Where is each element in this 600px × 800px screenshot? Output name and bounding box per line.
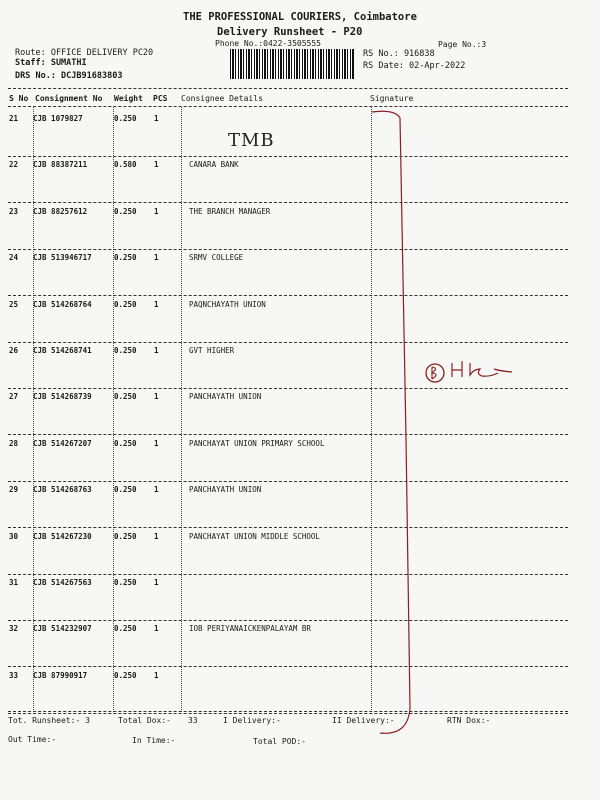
table-row — [0, 114, 600, 160]
cell-consignee: CANARA BANK — [189, 160, 239, 170]
cell-consignee: GVT HIGHER — [189, 346, 235, 355]
cell-pcs: 1 — [154, 531, 159, 541]
footer-divider — [8, 711, 568, 712]
barcode-image — [230, 49, 354, 79]
row-divider — [8, 156, 568, 157]
col-signature: Signature — [370, 94, 414, 103]
cell-weight: 0.250 — [114, 578, 137, 587]
cell-pcs: 1 — [154, 299, 159, 309]
col-weight: Weight — [114, 94, 143, 103]
row-divider — [8, 574, 568, 575]
cell-sno: 21 — [9, 114, 19, 123]
row-divider — [8, 295, 568, 296]
handwritten-signature — [420, 355, 550, 385]
staff-label: Staff: SUMATHI — [15, 58, 87, 68]
cell-consignee: THE BRANCH MANAGER — [189, 206, 271, 216]
table-row — [0, 300, 600, 346]
cell-sno: 33 — [9, 670, 19, 680]
cell-weight: 0.250 — [114, 346, 137, 355]
cell-sno: 27 — [9, 392, 19, 402]
rtn-dox: RTN Dox:- — [447, 716, 491, 725]
ii-delivery: II Delivery:- — [332, 716, 395, 725]
cell-consignment: CJB 88387211 — [33, 160, 88, 170]
cell-consignee: PANCHAYATH UNION — [189, 392, 262, 402]
col-sno: S No — [9, 94, 29, 103]
cell-consignee: PANCHAYAT UNION PRIMARY SCHOOL — [189, 438, 325, 448]
row-divider — [8, 481, 568, 482]
table-row — [0, 392, 600, 438]
rs-date: RS Date: 02-Apr-2022 — [363, 61, 466, 71]
cell-sno: 22 — [9, 160, 19, 170]
cell-consignment: CJB 514232907 — [33, 624, 92, 634]
row-divider — [8, 434, 568, 435]
table-row — [0, 578, 600, 624]
cell-pcs: 1 — [154, 670, 159, 680]
table-row — [0, 439, 600, 485]
col-pcs: PCS — [153, 94, 168, 103]
cell-sno: 30 — [9, 531, 19, 541]
cell-pcs: 1 — [154, 206, 159, 216]
cell-weight: 0.250 — [114, 114, 137, 123]
cell-consignee: PANCHAYATH UNION — [189, 485, 262, 495]
cell-sno: 24 — [9, 253, 19, 263]
cell-pcs: 1 — [154, 578, 159, 587]
cell-weight: 0.580 — [114, 160, 137, 170]
cell-weight: 0.250 — [114, 392, 137, 402]
header-top-divider — [8, 88, 568, 89]
cell-sno: 23 — [9, 206, 19, 216]
company-title: THE PROFESSIONAL COURIERS, Coimbatore — [183, 11, 417, 23]
header-bottom-divider — [8, 106, 568, 107]
cell-consignment: CJB 514267207 — [33, 438, 92, 448]
cell-consignment: CJB 88257612 — [33, 206, 88, 216]
cell-consignment: CJB 87990917 — [33, 670, 88, 680]
cell-consignment: CJB 514267230 — [33, 531, 92, 541]
cell-pcs: 1 — [154, 438, 159, 448]
row-divider — [8, 202, 568, 203]
cell-weight: 0.250 — [114, 299, 137, 309]
col-consignee: Consignee Details — [181, 94, 263, 103]
cell-weight: 0.250 — [114, 485, 137, 495]
cell-consignment: CJB 1079827 — [33, 114, 83, 123]
cell-sno: 25 — [9, 299, 19, 309]
handwritten-tmb: TMB — [228, 130, 275, 151]
cell-sno: 31 — [9, 578, 19, 587]
runsheet-subtitle: Delivery Runsheet - P20 — [217, 26, 363, 38]
row-divider — [8, 666, 568, 667]
cell-consignee: PANCHAYAT UNION MIDDLE SCHOOL — [189, 531, 320, 541]
cell-pcs: 1 — [154, 160, 159, 170]
total-dox-value: 33 — [188, 716, 198, 725]
cell-consignee: SRMV COLLEGE — [189, 253, 244, 263]
total-pod: Total POD:- — [253, 737, 306, 746]
table-row — [0, 532, 600, 578]
table-row — [0, 485, 600, 531]
cell-sno: 26 — [9, 346, 19, 355]
in-time: In Time:- — [132, 736, 176, 745]
cell-pcs: 1 — [154, 253, 159, 263]
cell-pcs: 1 — [154, 624, 159, 634]
cell-pcs: 1 — [154, 346, 159, 355]
drs-number: DRS No.: DCJB91683803 — [15, 71, 123, 81]
table-row — [0, 207, 600, 253]
cell-pcs: 1 — [154, 392, 159, 402]
out-time: Out Time:- — [8, 735, 57, 744]
row-divider — [8, 713, 568, 714]
cell-consignment: CJB 514268764 — [33, 299, 92, 309]
signature-column-line — [370, 108, 420, 743]
table-row — [0, 253, 600, 299]
page-number: Page No.:3 — [438, 40, 487, 49]
cell-weight: 0.250 — [114, 624, 137, 634]
table-row — [0, 671, 600, 717]
tot-runsheet: Tot. Runsheet:- 3 — [8, 716, 90, 725]
cell-consignee: IOB PERIYANAICKENPALAYAM BR — [189, 624, 311, 634]
cell-sno: 29 — [9, 485, 19, 495]
row-divider — [8, 342, 568, 343]
cell-consignment: CJB 514267563 — [33, 578, 92, 587]
cell-weight: 0.250 — [114, 206, 137, 216]
row-divider — [8, 527, 568, 528]
col-consignment: Consignment No — [35, 94, 103, 103]
table-row — [0, 624, 600, 670]
route-label: Route: OFFICE DELIVERY PC20 — [15, 48, 154, 58]
table-row — [0, 160, 600, 206]
i-delivery: I Delivery:- — [223, 716, 281, 725]
cell-pcs: 1 — [154, 114, 159, 123]
cell-consignment: CJB 513946717 — [33, 253, 92, 263]
cell-weight: 0.250 — [114, 253, 137, 263]
cell-sno: 28 — [9, 438, 19, 448]
cell-pcs: 1 — [154, 485, 159, 495]
cell-consignment: CJB 514268741 — [33, 346, 92, 355]
cell-consignee: PAQNCHAYATH UNION — [189, 299, 266, 309]
row-divider — [8, 249, 568, 250]
row-divider — [8, 388, 568, 389]
cell-sno: 32 — [9, 624, 19, 634]
total-dox-label: Total Dox:- — [118, 716, 171, 725]
cell-weight: 0.250 — [114, 670, 137, 680]
cell-weight: 0.250 — [114, 438, 137, 448]
phone-number: Phone No.:0422-3505555 — [215, 39, 321, 48]
cell-weight: 0.250 — [114, 531, 137, 541]
cell-consignment: CJB 514268739 — [33, 392, 92, 402]
rs-number: RS No.: 916838 — [363, 49, 435, 59]
row-divider — [8, 620, 568, 621]
cell-consignment: CJB 514268763 — [33, 485, 92, 495]
handwritten-hk — [452, 358, 453, 359]
